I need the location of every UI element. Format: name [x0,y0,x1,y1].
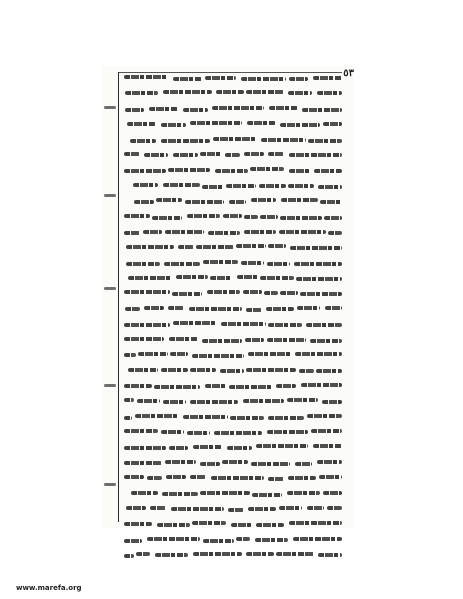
manuscript-line [122,353,342,358]
handwritten-word [295,352,342,356]
handwritten-word [317,460,342,464]
handwritten-word [260,276,294,280]
handwritten-word [189,307,242,311]
handwritten-word [124,169,166,173]
handwritten-word [202,185,224,189]
handwritten-word [320,200,342,204]
manuscript-line [122,230,342,235]
manuscript-line [122,91,342,96]
handwritten-word [162,492,198,496]
margin-mark [104,106,116,109]
handwritten-word [202,339,242,343]
handwritten-word [287,398,318,402]
handwritten-word [256,523,284,527]
manuscript-line [122,322,342,327]
handwritten-word [178,245,194,249]
handwritten-word [276,384,296,388]
handwritten-word [173,153,198,157]
handwritten-word [279,230,326,234]
handwritten-word [131,491,158,495]
handwritten-word [223,214,242,218]
handwritten-word [293,537,342,541]
handwritten-word [268,416,304,420]
handwritten-word [205,76,236,80]
manuscript-line [122,538,342,543]
handwritten-word [261,138,306,142]
handwritten-word [244,152,264,156]
handwritten-word [319,475,342,479]
handwritten-word [185,200,224,204]
footer-url: www.marefa.org [16,584,82,592]
manuscript-line [122,261,342,266]
handwritten-word [216,90,244,94]
margin-mark [104,194,116,197]
handwritten-word [124,446,166,450]
manuscript-line [122,168,342,173]
handwritten-word [193,552,242,556]
margin-mark [104,384,116,387]
handwritten-word [288,476,316,480]
handwritten-word [137,399,160,403]
handwritten-word [211,476,264,480]
handwritten-word [246,308,262,312]
handwritten-word [268,323,302,327]
manuscript-line [122,492,342,497]
handwritten-word [190,475,206,479]
handwritten-word [124,475,144,479]
manuscript-line [122,76,342,81]
handwritten-word [154,385,200,389]
handwritten-word [128,276,172,280]
handwritten-word [317,91,342,95]
handwritten-word [163,400,186,404]
handwritten-word [130,139,156,143]
handwritten-word [280,216,322,220]
handwritten-word [269,106,298,110]
handwritten-word [190,368,216,372]
margin-mark [104,287,116,290]
handwritten-word [124,323,170,327]
handwritten-word [157,523,190,527]
manuscript-line [122,276,342,281]
handwritten-word [172,292,202,296]
handwritten-word [136,552,150,556]
handwritten-word [124,337,164,341]
handwritten-word [212,106,264,110]
handwritten-word [226,184,256,188]
handwritten-word [168,168,210,172]
handwritten-word [149,107,178,111]
handwritten-word [205,384,226,388]
handwritten-word [147,476,162,480]
handwritten-word [155,553,188,557]
handwritten-word [243,399,284,403]
handwritten-word [236,537,250,541]
handwritten-word [266,307,294,311]
manuscript-line [122,291,342,296]
manuscript-line [122,430,342,435]
handwritten-word [124,290,170,294]
handwritten-word [200,462,220,466]
handwritten-word [144,153,168,157]
handwritten-word [294,262,342,266]
manuscript-line [122,461,342,466]
manuscript-line [122,199,342,204]
handwritten-word [247,121,276,125]
handwritten-word [295,462,312,466]
handwritten-word [150,506,166,510]
handwritten-word [256,444,308,448]
handwritten-word [124,152,140,156]
handwritten-word [241,261,264,265]
handwritten-word [124,231,140,235]
handwritten-word [134,200,154,204]
manuscript-page [102,66,354,528]
handwritten-word [190,121,242,125]
handwritten-word [222,460,248,464]
handwritten-word [208,231,240,235]
handwritten-word [169,446,188,450]
handwritten-word [173,77,202,81]
handwritten-word [183,415,228,419]
handwritten-word [267,262,290,266]
handwritten-word [246,90,284,94]
handwritten-word [161,368,188,372]
handwritten-word [328,231,342,235]
handwritten-word [214,431,262,435]
handwritten-word [187,431,210,435]
handwritten-word [323,491,342,495]
handwritten-word [135,414,178,418]
handwritten-word [297,306,320,310]
manuscript-line [122,399,342,404]
handwritten-word [318,185,342,189]
handwritten-word [200,491,250,495]
handwritten-word [193,445,222,449]
manuscript-line [122,415,342,420]
handwritten-word [220,369,244,373]
handwritten-word [203,260,238,264]
handwritten-word [308,139,342,143]
handwritten-word [281,198,318,202]
handwritten-word [288,91,312,95]
handwritten-word [124,384,152,388]
handwritten-word [213,137,256,141]
handwritten-word [124,75,168,79]
handwritten-word [143,230,162,234]
handwritten-word [260,215,278,219]
manuscript-line [122,153,342,158]
handwritten-word [190,400,238,404]
handwritten-word [310,339,342,343]
handwritten-word [126,506,146,510]
manuscript-line [122,107,342,112]
handwritten-word [279,506,302,510]
handwritten-word [128,368,158,372]
manuscript-line [122,245,342,250]
manuscript-line [122,368,342,373]
handwritten-word [161,123,186,127]
handwritten-word [245,338,264,342]
handwritten-word [251,198,276,202]
manuscript-line [122,184,342,189]
manuscript-text-block [122,76,342,569]
handwritten-word [268,244,286,248]
handwritten-word [196,245,234,249]
handwritten-word [124,416,132,420]
handwritten-word [301,383,342,387]
handwritten-word [203,539,234,543]
handwritten-word [255,538,288,542]
handwritten-word [246,552,274,556]
handwritten-word [229,200,246,204]
handwritten-word [161,139,210,143]
handwritten-word [144,306,164,310]
handwritten-word [126,262,160,266]
handwritten-word [313,76,342,80]
handwritten-word [276,552,314,556]
handwritten-word [241,77,286,81]
handwritten-word [192,354,244,358]
handwritten-word [124,539,142,543]
handwritten-word [318,553,342,557]
handwritten-word [126,245,174,249]
handwritten-word [290,246,342,250]
handwritten-word [169,337,198,341]
handwritten-word [207,290,240,294]
handwritten-word [127,122,156,126]
handwritten-word [187,214,220,218]
handwritten-word [173,321,216,325]
handwritten-word [165,230,204,234]
handwritten-word [166,475,186,479]
handwritten-word [227,446,252,450]
handwritten-word [250,167,284,171]
handwritten-word [230,416,264,420]
handwritten-word [200,152,222,156]
handwritten-word [210,276,232,280]
handwritten-word [237,275,258,279]
handwritten-word [251,462,290,466]
handwritten-word [289,153,342,157]
handwritten-word [280,291,298,295]
handwritten-word [228,508,244,512]
handwritten-word [313,444,342,448]
handwritten-word [316,369,342,373]
handwritten-word [289,77,308,81]
handwritten-word [307,506,324,510]
handwritten-word [163,90,212,94]
handwritten-word [161,430,184,434]
manuscript-line [122,522,342,527]
handwritten-word [296,277,342,281]
handwritten-word [306,323,342,327]
handwritten-word [288,184,314,188]
page-number: ٥٣ [343,68,354,79]
handwritten-word [324,216,342,220]
handwritten-word [300,292,342,296]
handwritten-word [268,152,284,156]
handwritten-word [267,338,306,342]
handwritten-word [307,414,342,418]
handwritten-word [124,429,158,433]
handwritten-word [147,537,200,541]
handwritten-word [152,216,182,220]
handwritten-word [231,523,252,527]
handwritten-word [236,244,266,248]
handwritten-word [168,306,184,310]
handwritten-word [248,507,276,511]
handwritten-word [267,430,308,434]
manuscript-line [122,338,342,343]
handwritten-word [299,369,314,373]
handwritten-word [125,307,140,311]
handwritten-word [215,169,248,173]
handwritten-word [325,306,342,310]
handwritten-word [289,521,342,525]
handwritten-word [133,183,158,187]
handwritten-word [124,522,152,526]
handwritten-word [170,352,188,356]
manuscript-line [122,507,342,512]
handwritten-word [124,353,136,357]
handwritten-word [264,291,278,295]
handwritten-word [225,153,240,157]
manuscript-line [122,476,342,481]
handwritten-word [124,461,162,465]
handwritten-word [244,215,258,219]
handwritten-word [165,460,196,464]
handwritten-word [244,230,276,234]
handwritten-word [124,214,150,218]
handwritten-word [323,122,342,126]
manuscript-line [122,553,342,558]
margin-mark [104,483,116,486]
handwritten-word [280,123,320,127]
manuscript-line [122,138,342,143]
handwritten-word [289,169,310,173]
handwritten-word [163,183,200,187]
manuscript-line [122,122,342,127]
manuscript-line [122,215,342,220]
handwritten-word [192,521,226,525]
handwritten-word [252,493,282,497]
handwritten-word [183,108,208,112]
manuscript-line [122,445,342,450]
handwritten-word [229,385,272,389]
handwritten-word [248,352,292,356]
manuscript-line [122,307,342,312]
handwritten-word [246,368,296,372]
handwritten-word [176,275,208,279]
handwritten-word [322,400,342,404]
handwritten-word [221,322,266,326]
handwritten-word [138,352,168,356]
handwritten-word [311,429,342,433]
handwritten-word [314,169,342,173]
handwritten-word [124,554,134,558]
handwritten-word [171,507,224,511]
handwritten-word [268,477,284,481]
handwritten-word [327,506,342,510]
manuscript-line [122,384,342,389]
handwritten-word [125,91,158,95]
handwritten-word [287,491,320,495]
handwritten-word [125,108,144,112]
handwritten-word [124,398,134,402]
handwritten-word [243,290,262,294]
handwritten-word [156,198,182,202]
handwritten-word [164,262,200,266]
handwritten-word [302,108,342,112]
handwritten-word [259,184,286,188]
